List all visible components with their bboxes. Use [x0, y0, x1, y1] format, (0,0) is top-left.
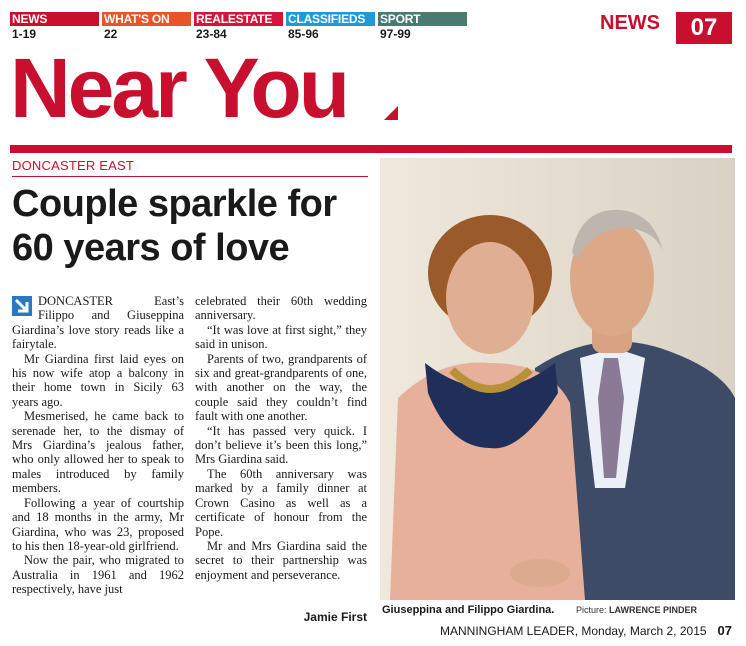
section-tab-whats-on [102, 12, 191, 41]
article-column-1 [12, 294, 184, 597]
section-tab-label: NEWS [10, 12, 99, 26]
article-paragraph: The 60th anniversary was marked by a family dinner at Crown Casino as well as a certificate of honour from the Pope. [195, 466, 367, 539]
section-tab-label: WHAT'S ON [102, 12, 191, 26]
page-footer [440, 624, 707, 638]
article-paragraph: “It was love at first sight,” they said in unison. [195, 322, 367, 352]
section-tab-label: SPORT [378, 12, 467, 26]
kicker-rule [12, 176, 368, 177]
article-headline: Couple sparkle for 60 years of love [12, 183, 337, 269]
masthead-rule [10, 145, 732, 153]
section-tab-pages: 23-84 [196, 27, 227, 41]
publication-date: , Monday, March 2, 2015 [574, 624, 707, 638]
section-name: NEWS [600, 12, 660, 34]
section-tab-pages: 22 [104, 27, 118, 41]
article-paragraph: DONCASTER East’s Filippo and Giuseppina Giardina’s love story reads like a fairytale. [12, 294, 184, 352]
masthead-title: Near You [10, 41, 348, 135]
photo-credit-name: LAWRENCE PINDER [609, 605, 698, 615]
section-tab-pages: 1-19 [12, 27, 37, 41]
article-column-2 [195, 294, 367, 582]
article-kicker: DONCASTER EAST [12, 158, 134, 173]
section-tab-news [10, 12, 99, 41]
article-paragraph: “It has passed very quick. I don’t believe it’s been this long,” Mrs Giardina said. [195, 423, 367, 467]
couple-photo [380, 158, 735, 600]
article-paragraph: Mr and Mrs Giardina said the secret to their partnership was enjoyment and perseverance. [195, 538, 367, 582]
masthead-triangle-icon [384, 106, 398, 120]
footer-page-number: 07 [717, 623, 732, 638]
article-paragraph: Parents of two, grandparents of six and great-grandparents of one, with another on the way, the couple said they couldn’t find fault with one another. [195, 351, 367, 424]
article-byline: Jamie First [303, 610, 367, 624]
section-tab-realestate [194, 12, 283, 41]
article-paragraph: Following a year of courtship and 18 months in the army, Mr Giardina, who was 23, proposed to his then 18-year-old girlfriend. [12, 495, 184, 553]
article-paragraph: Mr Giardina first laid eyes on his now wife atop a balcony in their home town in Sicily 63 years ago. [12, 351, 184, 409]
section-tab-pages: 85-96 [288, 27, 319, 41]
article-paragraph: Mesmerised, he came back to serenade her, to the dismay of Mrs Giardina’s jealous father, who only allowed her to speak to males introduced by family members. [12, 409, 184, 496]
photo-credit [576, 605, 697, 615]
section-tab-sport [378, 12, 467, 41]
page-number-badge: 07 [676, 12, 732, 44]
section-tab-classifieds [286, 12, 375, 41]
section-tab-pages: 97-99 [380, 27, 411, 41]
section-tab-label: CLASSIFIEDS [286, 12, 375, 26]
article-paragraph: celebrated their 60th wedding anniversary. [195, 294, 367, 323]
photo-credit-label: Picture: [576, 605, 607, 615]
publication-name: MANNINGHAM LEADER [440, 624, 575, 638]
couple-photo-illustration [380, 158, 735, 600]
section-tabs [10, 12, 467, 41]
photo-caption: Giuseppina and Filippo Giardina. [382, 604, 555, 616]
article-paragraph: Now the pair, who migrated to Australia in 1961 and 1962 respectively, have just [12, 553, 184, 597]
section-tab-label: REALESTATE [194, 12, 283, 26]
arrow-down-right-icon [12, 296, 32, 316]
